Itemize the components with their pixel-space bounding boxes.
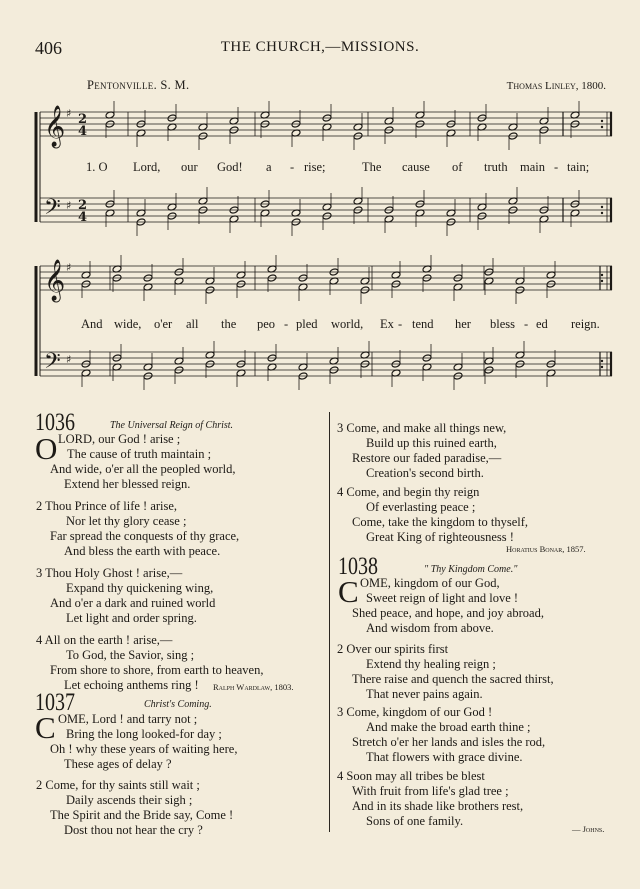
verse-line: Dost thou not hear the cry ?	[64, 823, 203, 837]
music-score	[0, 0, 640, 400]
time-signature-bottom: 4	[78, 210, 88, 225]
lyric-word: tain;	[567, 160, 590, 174]
verse-line: 2 Thou Prince of life ! arise,	[36, 499, 178, 513]
lyric-word: pled	[296, 317, 318, 331]
verse-line: The Spirit and the Bride say, Come !	[50, 808, 234, 822]
repeat-dot	[601, 206, 603, 208]
time-signature-top: 2	[78, 198, 88, 213]
verse-line: And wisdom from above.	[366, 621, 494, 635]
verse-line: And make the broad earth thine ;	[366, 720, 531, 734]
lyric-word: ed	[536, 317, 548, 331]
verse-line: Daily ascends their sigh ;	[66, 793, 193, 807]
verse-line: 3 Come, and make all things new,	[337, 421, 507, 435]
verse-line: 4 Soon may all tribes be blest	[337, 769, 485, 783]
lyric-word: peo	[257, 317, 276, 331]
lyric-word: reign.	[571, 317, 600, 331]
treble-clef: 𝄞	[44, 260, 66, 301]
verse-line: Expand thy quickening wing,	[66, 581, 214, 595]
lyric-word: truth	[484, 160, 508, 174]
hymn-author: — Johns.	[572, 824, 605, 834]
drop-cap: C	[35, 710, 56, 745]
verse-line: These ages of delay ?	[64, 757, 172, 771]
time-signature-bottom: 4	[78, 124, 88, 139]
verse-line: And o'er a dark and ruined world	[50, 596, 216, 610]
verse-line: Of everlasting peace ;	[366, 500, 476, 514]
repeat-dot	[601, 274, 603, 276]
repeat-dot	[601, 280, 603, 282]
time-signature-top: 2	[78, 112, 88, 127]
hymn-title: The Universal Reign of Christ.	[110, 420, 234, 431]
lyric-word: main	[520, 160, 545, 174]
verse-line: And in its shade like brothers rest,	[352, 799, 524, 813]
verse-line: Extend thy healing reign ;	[366, 657, 496, 671]
treble-clef: 𝄞	[44, 106, 66, 147]
drop-cap: O	[35, 431, 58, 466]
verse-line: There raise and quench the sacred thirst,	[352, 672, 554, 686]
bass-clef: 𝄢	[44, 195, 61, 225]
repeat-dot	[601, 120, 603, 122]
running-head: THE CHURCH,—MISSIONS.	[220, 39, 420, 55]
hymn-title: Christ's Coming.	[144, 699, 212, 710]
lyric-word: the	[221, 317, 237, 331]
hymn-number: 1036	[35, 409, 75, 436]
verse-line: And bless the earth with peace.	[64, 544, 221, 558]
lyric-word: our	[181, 160, 198, 174]
verse-line: Let echoing anthems ring !	[64, 678, 199, 692]
verse-line: Sweet reign of light and love !	[366, 591, 519, 605]
lyric-word: -	[524, 317, 529, 331]
lyric-word: Ex	[380, 317, 394, 331]
lyric-word: -	[398, 317, 403, 331]
verse-line: 4 Come, and begin thy reign	[337, 485, 480, 499]
verse-line: To God, the Savior, sing ;	[66, 648, 195, 662]
lyric-word: bless	[490, 317, 515, 331]
verse-line: Bring the long looked-for day ;	[66, 727, 222, 741]
verse-line: 3 Come, kingdom of our God !	[337, 705, 493, 719]
lyric-word: The	[362, 160, 382, 174]
hymn-number: 1037	[35, 689, 75, 716]
verse-line: 3 Thou Holy Ghost ! arise,—	[36, 566, 183, 580]
verse-line: 2 Over our spirits first	[337, 642, 449, 656]
repeat-dot	[601, 212, 603, 214]
lyric-word: world,	[331, 317, 364, 331]
lyric-word: Lord,	[133, 160, 161, 174]
verse-line: The cause of truth maintain ;	[67, 447, 212, 461]
verse-line: Shed peace, and hope, and joy abroad,	[352, 606, 544, 620]
lyric-word: tend	[412, 317, 434, 331]
lyric-word: of	[452, 160, 463, 174]
verse-line: Extend her blessed reign.	[64, 477, 191, 491]
verse-line: LORD, our God ! arise ;	[58, 432, 181, 446]
lyric-word: -	[554, 160, 559, 174]
lyric-word: And	[81, 317, 103, 331]
lyric-word: o'er	[154, 317, 173, 331]
verse-line: OME, kingdom of our God,	[360, 576, 500, 590]
lyric-word: cause	[402, 160, 430, 174]
verse-line: Nor let thy glory cease ;	[66, 514, 187, 528]
verse-line: Come, take the kingdom to thyself,	[352, 515, 529, 529]
verse-line: Far spread the conquests of thy grace,	[50, 529, 240, 543]
repeat-dot	[601, 126, 603, 128]
sharp-sign: ♯	[66, 353, 72, 366]
page-number: 406	[35, 38, 62, 58]
verse-line: Let light and order spring.	[66, 611, 197, 625]
repeat-dot	[601, 366, 603, 368]
verse-line: 2 Come, for thy saints still wait ;	[36, 778, 200, 792]
verse-line: Stretch o'er her lands and isles the rod,	[352, 735, 546, 749]
repeat-dot	[601, 360, 603, 362]
verse-line: Creation's second birth.	[366, 466, 484, 480]
hymn-author: Ralph Wardlaw, 1803.	[213, 682, 294, 692]
verse-line: 4 All on the earth ! arise,—	[36, 633, 173, 647]
lyric-word: all	[186, 317, 199, 331]
verse-line: That flowers with grace divine.	[366, 750, 523, 764]
bass-clef: 𝄢	[44, 349, 61, 379]
verse-line: With fruit from life's glad tree ;	[352, 784, 509, 798]
verse-line: Oh ! why these years of waiting here,	[50, 742, 238, 756]
lyric-word: -	[284, 317, 289, 331]
sharp-sign: ♯	[66, 199, 72, 212]
verse-line: Great King of righteousness !	[366, 530, 514, 544]
verse-line: From shore to shore, from earth to heaven,	[50, 663, 264, 677]
hymn-title: " Thy Kingdom Come."	[424, 564, 518, 575]
sharp-sign: ♯	[66, 261, 72, 274]
lyric-word: -	[290, 160, 295, 174]
lyric-word: God!	[217, 160, 243, 174]
verse-line: Restore our faded paradise,—	[352, 451, 502, 465]
verse-line: Sons of one family.	[366, 814, 464, 828]
lyric-word: rise;	[304, 160, 326, 174]
lyric-word: a	[266, 160, 272, 174]
column-divider	[329, 412, 330, 832]
verse-line: Build up this ruined earth,	[366, 436, 497, 450]
drop-cap: C	[338, 574, 359, 609]
verse-line: And wide, o'er all the peopled world,	[50, 462, 236, 476]
lyric-word: wide,	[114, 317, 142, 331]
verse-line: That never pains again.	[366, 687, 483, 701]
hymn-author: Horatius Bonar, 1857.	[506, 544, 586, 554]
sharp-sign: ♯	[66, 107, 72, 120]
composer: Thomas Linley, 1800.	[506, 80, 606, 92]
tune-name: Pentonville. S. M.	[87, 78, 190, 92]
lyric-word: 1. O	[86, 160, 108, 174]
lyric-word: her	[455, 317, 471, 331]
verse-line: OME, Lord ! and tarry not ;	[58, 712, 198, 726]
hymn-number: 1038	[338, 553, 378, 580]
